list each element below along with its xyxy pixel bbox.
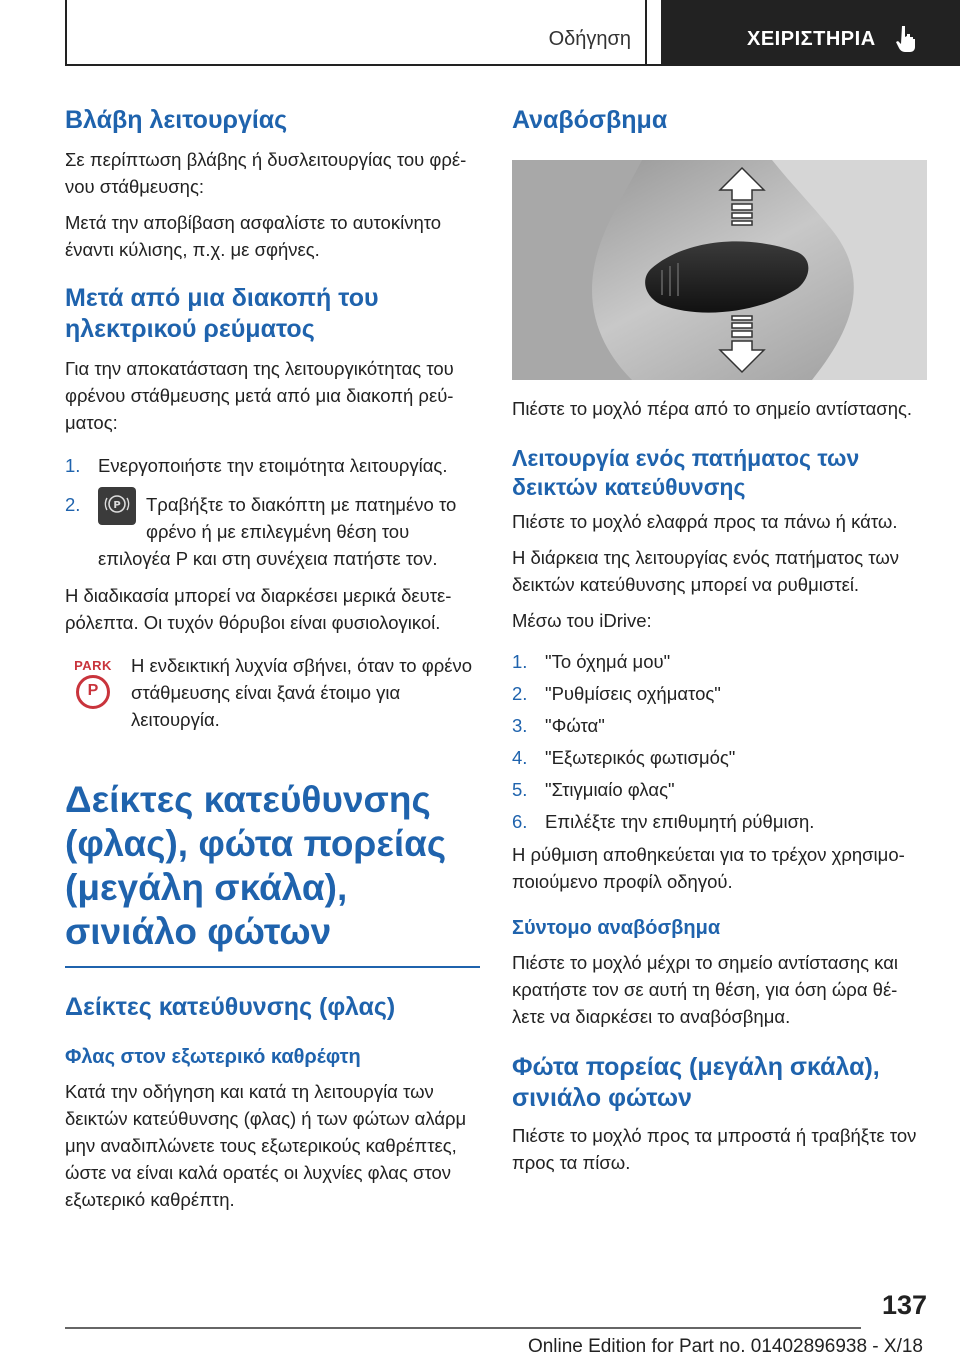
paragraph-high-beam: Πιέστε το μοχλό προς τα μπροστά ή τραβήξτε τον προς τα πίσω. bbox=[512, 1125, 917, 1173]
list-number: 1. bbox=[65, 455, 81, 476]
parking-brake-switch-icon bbox=[98, 487, 136, 525]
paragraph-power: Για την αποκατάσταση της λειτουργικότητας του φρένου στάθμευσης μετά από μια διακοπή ρεύ-ματος: bbox=[65, 358, 454, 433]
heading-fault: Βλάβη λειτουργίας bbox=[65, 106, 288, 134]
list-item bbox=[512, 744, 927, 771]
paragraph-indicator: Η ενδεικτική λυχνία σβήνει, όταν το φρένο στάθμευσης είναι ξανά έτοιμο για λειτουργία. bbox=[131, 655, 473, 730]
heading-main-section: Δείκτες κατεύθυνσης (φλας), φώτα πορείας (μεγάλη σκάλα), σινιάλο φώτων bbox=[65, 779, 447, 952]
list-item bbox=[512, 648, 927, 675]
footer-rule bbox=[65, 1327, 861, 1329]
list-text: "Στιγμιαίο φλας" bbox=[545, 779, 675, 800]
svg-text:P: P bbox=[113, 500, 121, 511]
paragraph-mirror: Κατά την οδήγηση και κατά τη λειτουργία των δεικτών κατεύθυνσης (φλας) ή των φώτων αλάρμ μην αναδιπλώνετε τους εξωτερικούς καθρέπτες, ώστε να είναι καλά ορατές οι λυχνίες φλας στον εξωτερικό καθρέπτη. bbox=[65, 1080, 467, 1210]
list-number: 2. bbox=[65, 494, 81, 515]
left-column bbox=[65, 105, 480, 1213]
paragraph-touch: Πιέστε το μοχλό ελαφρά προς τα πάνω ή κάτω. bbox=[512, 511, 898, 532]
header-chapter-title: ΧΕΙΡΙΣΤΗΡΙΑ bbox=[747, 28, 876, 50]
park-icon-text: PARK bbox=[74, 658, 112, 673]
list-item bbox=[512, 680, 927, 707]
paragraph-short: Πιέστε το μοχλό μέχρι το σημείο αντίστασης και κρατήστε τον σε αυτή τη θέση, για όση ώρα θέ-λετε να διαρκέσει το αναβόσβημα. bbox=[512, 952, 898, 1027]
list-text: Επιλέξτε την επιθυμητή ρύθμιση. bbox=[545, 811, 815, 832]
list-text: "Το όχημά μου" bbox=[545, 651, 671, 672]
list-number: 6. bbox=[512, 811, 528, 832]
hand-pointer-icon bbox=[895, 24, 917, 52]
list-text: "Φώτα" bbox=[545, 715, 605, 736]
park-indicator-icon bbox=[73, 658, 113, 714]
heading-one-touch: Λειτουργία ενός πατήματος των δεικτών κατεύθυνσης bbox=[512, 445, 860, 500]
park-circle-icon bbox=[76, 675, 110, 709]
header-section-title: Οδήγηση bbox=[548, 28, 631, 50]
header-chapter-tab bbox=[661, 0, 960, 66]
heading-short-blink: Σύντομο αναβόσβημα bbox=[512, 917, 721, 939]
heading-power-failure: Μετά από μια διακοπή του ηλεκτρικού ρεύματος bbox=[65, 284, 379, 343]
header-section-tab bbox=[65, 0, 647, 64]
list-text: Τραβήξτε το διακόπτη με πατημένο το φρένο ή με επιλεγμένη θέση του επιλογέα P και στη συνέχεια πατήστε τον. bbox=[98, 494, 457, 569]
list-number: 3. bbox=[512, 715, 528, 736]
list-item bbox=[65, 491, 480, 572]
list-number: 4. bbox=[512, 747, 528, 768]
list-text: Ενεργοποιήστε την ετοιμότητα λειτουργίας. bbox=[98, 455, 448, 476]
list-item bbox=[512, 712, 927, 739]
paragraph-blink: Πιέστε το μοχλό πέρα από το σημείο αντίστασης. bbox=[512, 398, 913, 419]
list-item bbox=[512, 808, 927, 835]
footer-edition: Online Edition for Part no. 01402896938 - X/18 bbox=[527, 1336, 923, 1357]
paragraph-fault-1: Σε περίπτωση βλάβης ή δυσλειτουργίας του φρέ-νου στάθμευσης: bbox=[65, 149, 467, 197]
section-rule bbox=[65, 966, 480, 968]
list-number: 5. bbox=[512, 779, 528, 800]
list-text: "Εξωτερικός φωτισμός" bbox=[545, 747, 736, 768]
paragraph-duration: Η διάρκεια της λειτουργίας ενός πατήματος των δεικτών κατεύθυνσης μπορεί να ρυθμιστεί. bbox=[512, 547, 900, 595]
paragraph-via-idrive: Μέσω του iDrive: bbox=[512, 610, 652, 631]
turn-signal-lever-image bbox=[512, 160, 927, 380]
right-column bbox=[512, 105, 927, 1176]
page-number: 137 bbox=[881, 1290, 927, 1320]
indicator-note bbox=[65, 652, 480, 736]
paragraph-noise: Η διαδικασία μπορεί να διαρκέσει μερικά δευτε-ρόλεπτα. Οι τυχόν θόρυβοι είναι φυσιολογικοί. bbox=[65, 585, 452, 633]
list-text: "Ρυθμίσεις οχήματος" bbox=[545, 683, 721, 704]
park-circle-letter: P bbox=[87, 682, 99, 699]
list-number: 2. bbox=[512, 683, 528, 704]
heading-mirror-signals: Φλας στον εξωτερικό καθρέφτη bbox=[65, 1045, 361, 1068]
paragraph-saved: Η ρύθμιση αποθηκεύεται για το τρέχον χρησιμο-ποιούμενο προφίλ οδηγού. bbox=[512, 844, 905, 892]
menu-path-list bbox=[512, 648, 927, 835]
list-item bbox=[512, 776, 927, 803]
list-item bbox=[65, 452, 480, 479]
list-number: 1. bbox=[512, 651, 528, 672]
lever-illustration bbox=[512, 160, 927, 380]
heading-turn-signals: Δείκτες κατεύθυνσης (φλας) bbox=[65, 992, 396, 1021]
paragraph-fault-2: Μετά την αποβίβαση ασφαλίστε το αυτοκίνητο έναντι κύλισης, π.χ. με σφήνες. bbox=[65, 212, 442, 260]
heading-blink: Αναβόσβημα bbox=[512, 106, 668, 134]
heading-high-beam: Φώτα πορείας (μεγάλη σκάλα), σινιάλο φώτων bbox=[512, 1053, 880, 1112]
